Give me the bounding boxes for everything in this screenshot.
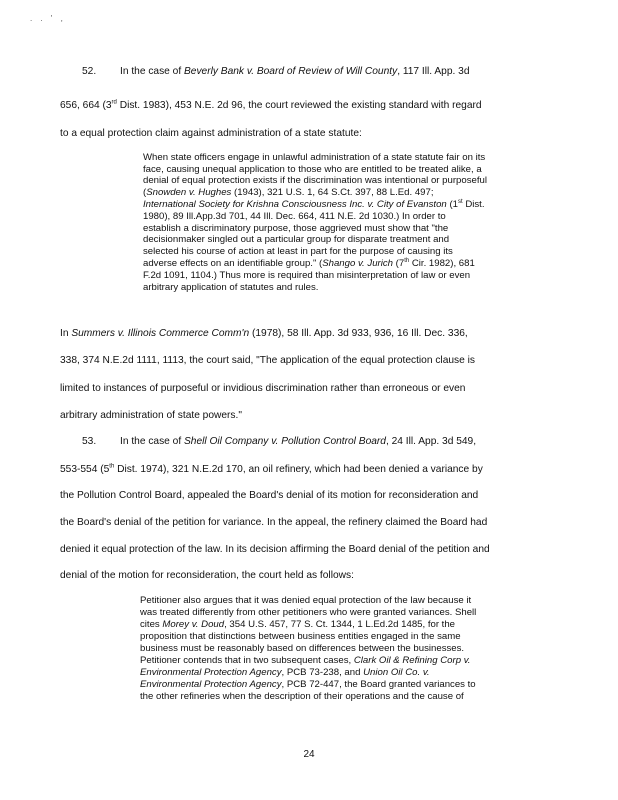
- quote1-line-4: (Snowden v. Hughes (1943), 321 U.S. 1, 64 S.Ct. 397, 88 L.Ed. 497;: [143, 187, 434, 198]
- quote1-line-9: selected his course of action at least in part for the purpose of causing its: [143, 246, 453, 257]
- paragraph-53-line-1: 53. In the case of Shell Oil Company v. Pollution Control Board, 24 Ill. App. 3d 549,: [82, 436, 477, 447]
- paragraph-53-line-2: 553-554 (5th Dist. 1974), 321 N.E.2d 170, an oil refinery, which had been denied a variance by: [60, 463, 483, 475]
- paragraph-number: 53.: [82, 436, 97, 447]
- quote1-line-10: adverse effects on an identifiable group." (Shango v. Jurich (7th Cir. 1982), 681: [143, 257, 475, 269]
- summers-line-2: 338, 374 N.E.2d 1111, 1113, the court said, "The application of the equal protection clause is: [60, 355, 475, 366]
- quote2-line-7: Environmental Protection Agency, PCB 73-238, and Union Oil Co. v.: [140, 667, 430, 678]
- quote2-line-4: proposition that distinctions between business entities engaged in the same: [140, 631, 461, 642]
- quote2-line-6: Petitioner contends that in two subsequent cases, Clark Oil & Refining Corp v.: [140, 655, 471, 666]
- quote2-line-5: business must be reasonably based on differences between the businesses.: [140, 643, 465, 654]
- quote2-line-9: the other refineries when the description of their operations and the cause of: [140, 691, 464, 702]
- quote1-line-11: F.2d 1091, 1104.) Thus more is required than misinterpretation of law or even: [143, 270, 471, 281]
- quote2-line-2: was treated differently from other petitioners who were granted variances. Shell: [140, 607, 477, 618]
- paragraph-number: 52.: [82, 66, 97, 77]
- case-name: Summers v. Illinois Commerce Comm'n: [71, 328, 250, 339]
- paragraph-52-line-3: to a equal protection claim against administration of a state statute:: [60, 128, 362, 139]
- quote1-line-5: International Society for Krishna Consciousness Inc. v. City of Evanston (1st Dist.: [143, 198, 485, 210]
- paragraph-53-line-4: the Board's denial of the petition for variance. In the appeal, the refinery claimed the Board had: [60, 517, 488, 528]
- paragraph-53-line-3: the Pollution Control Board, appealed the Board's denial of its motion for reconsideration and: [60, 490, 479, 501]
- quote2-line-1: Petitioner also argues that it was denied equal protection of the law because it: [140, 595, 472, 606]
- quote1-line-8: decisionmaker singled out a particular group for disparate treatment and: [143, 234, 450, 245]
- paragraph-53-line-5: denied it equal protection of the law. In its decision affirming the Board denial of the petition and: [60, 544, 490, 555]
- quote2-line-8: Environmental Protection Agency, PCB 72-447, the Board granted variances to: [140, 679, 476, 690]
- scan-artifact: . . ' ,: [30, 14, 66, 23]
- paragraph-52-line-2: 656, 664 (3rd Dist. 1983), 453 N.E. 2d 96, the court reviewed the existing standard with regard: [60, 99, 482, 111]
- quote1-line-3: denial of equal protection exists if the discrimination was intentional or purposeful: [143, 175, 487, 186]
- quote1-line-1: When state officers engage in unlawful administration of a state statute fair on its: [143, 152, 486, 163]
- page-number: 24: [303, 749, 315, 760]
- quote1-line-2: face, causing unequal application to those who are entitled to be treated alike, a: [143, 164, 482, 175]
- quote1-line-6: 1980), 89 Ill.App.3d 701, 44 Ill. Dec. 664, 411 N.E. 2d 1030.) In order to: [143, 211, 446, 222]
- quote2-line-3: cites Morey v. Doud, 354 U.S. 457, 77 S. Ct. 1344, 1 L.Ed.2d 1485, for the: [140, 619, 456, 630]
- summers-line-4: arbitrary administration of state powers.": [60, 410, 242, 421]
- summers-line-3: limited to instances of purposeful or invidious discrimination rather than erroneous or even: [60, 383, 466, 394]
- quote1-line-12: arbitrary application of statutes and rules.: [143, 282, 319, 293]
- case-name: Shell Oil Company v. Pollution Control Board: [184, 436, 386, 447]
- quote1-line-7: establish a discriminatory purpose, those aggrieved must show that "the: [143, 223, 449, 234]
- case-name: Beverly Bank v. Board of Review of Will County: [184, 66, 398, 77]
- paragraph-53-line-6: denial of the motion for reconsideration, the court held as follows:: [60, 570, 354, 581]
- paragraph-52-line-1: 52. In the case of Beverly Bank v. Board of Review of Will County, 117 Ill. App. 3d: [82, 66, 470, 77]
- summers-line-1: In Summers v. Illinois Commerce Comm'n (1978), 58 Ill. App. 3d 933, 936, 16 Ill. Dec. 336,: [60, 328, 468, 339]
